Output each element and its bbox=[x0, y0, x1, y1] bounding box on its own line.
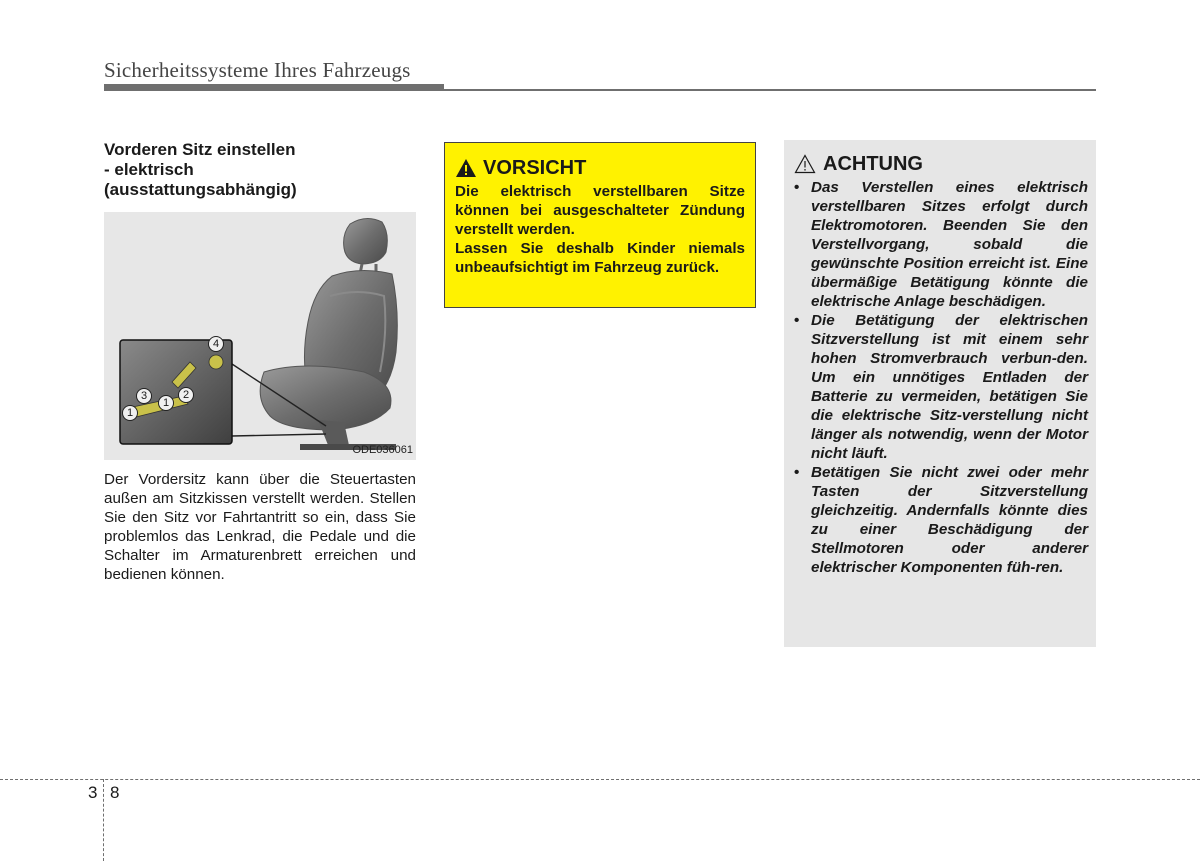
bullet: • bbox=[794, 464, 800, 481]
warning-triangle-filled-icon bbox=[455, 158, 477, 178]
footer-vertical-rule bbox=[103, 779, 104, 861]
warning-list bbox=[794, 178, 1088, 577]
caution-paragraph: Die elektrisch verstellbaren Sitze können bei ausgeschalteter Zündung verstellt werden. bbox=[455, 183, 745, 238]
warning-item-text: Das Verstellen eines elektrisch verstellbaren Sitzes erfolgt durch Elektromotoren. Beenden Sie den Verstellvorgang, sobald die gewünschte Position erreicht ist. Eine übermäßige Betätigung könnte die elektrische Anlage beschädigen. bbox=[811, 179, 1088, 310]
seat-drawing bbox=[104, 212, 416, 460]
page-header-title: Sicherheitssysteme Ihres Fahrzeugs bbox=[104, 58, 411, 82]
warning-triangle-outline-icon bbox=[794, 154, 816, 174]
warning-title: ACHTUNG bbox=[823, 152, 923, 175]
section-body-text: Der Vordersitz kann über die Steuertasten außen am Sitzkissen verstellt werden. Stellen Sie den Sitz vor Fahrtantritt so ein, dass Sie problemlos das Lenkrad, die Pedale und die Schalter im Armaturenbrett erreichen und bedienen können. bbox=[104, 471, 416, 583]
warning-item bbox=[794, 311, 1088, 463]
bullet: • bbox=[794, 312, 800, 329]
warning-item bbox=[794, 178, 1088, 311]
section-heading: Vorderen Sitz einstellen - elektrisch (ausstattungsabhängig) bbox=[104, 140, 297, 199]
header-rule-thin bbox=[444, 89, 1096, 91]
footer-rule bbox=[0, 779, 1200, 780]
caution-paragraph: Lassen Sie deshalb Kinder niemals unbeaufsichtigt im Fahrzeug zurück. bbox=[455, 240, 745, 276]
caution-header bbox=[455, 156, 745, 180]
figure-code: ODE036061 bbox=[352, 444, 413, 456]
callout-1b: 1 bbox=[158, 395, 174, 411]
header-rule-thick bbox=[104, 84, 444, 91]
page-number: 8 bbox=[110, 783, 120, 802]
bullet: • bbox=[794, 179, 800, 196]
caution-title: VORSICHT bbox=[483, 156, 587, 179]
seat-illustration bbox=[104, 212, 416, 460]
warning-item bbox=[794, 463, 1088, 577]
callout-3: 3 bbox=[136, 388, 152, 404]
warning-item-text: Betätigen Sie nicht zwei oder mehr Tasten der Sitzverstellung gleichzeitig. Andernfalls könnte dies zu einer Beschädigung der Stellmotoren oder anderer elektrischer Komponenten füh-ren. bbox=[811, 464, 1088, 576]
callout-2: 2 bbox=[178, 387, 194, 403]
callout-1a: 1 bbox=[122, 405, 138, 421]
warning-item-text: Die Betätigung der elektrischen Sitzverstellung ist mit einem sehr hohen Stromverbrauch verbun-den. Um ein unnötiges Entladen der Batterie zu vermeiden, betätigen Sie die elektrische Sitz-verstellung nicht länger als notwendig, wenn der Motor nicht läuft. bbox=[811, 312, 1088, 462]
callout-4: 4 bbox=[208, 336, 224, 352]
warning-header bbox=[794, 152, 1088, 176]
page-chapter-number: 3 bbox=[88, 783, 98, 802]
caution-box bbox=[444, 142, 756, 308]
warning-box bbox=[784, 140, 1096, 647]
